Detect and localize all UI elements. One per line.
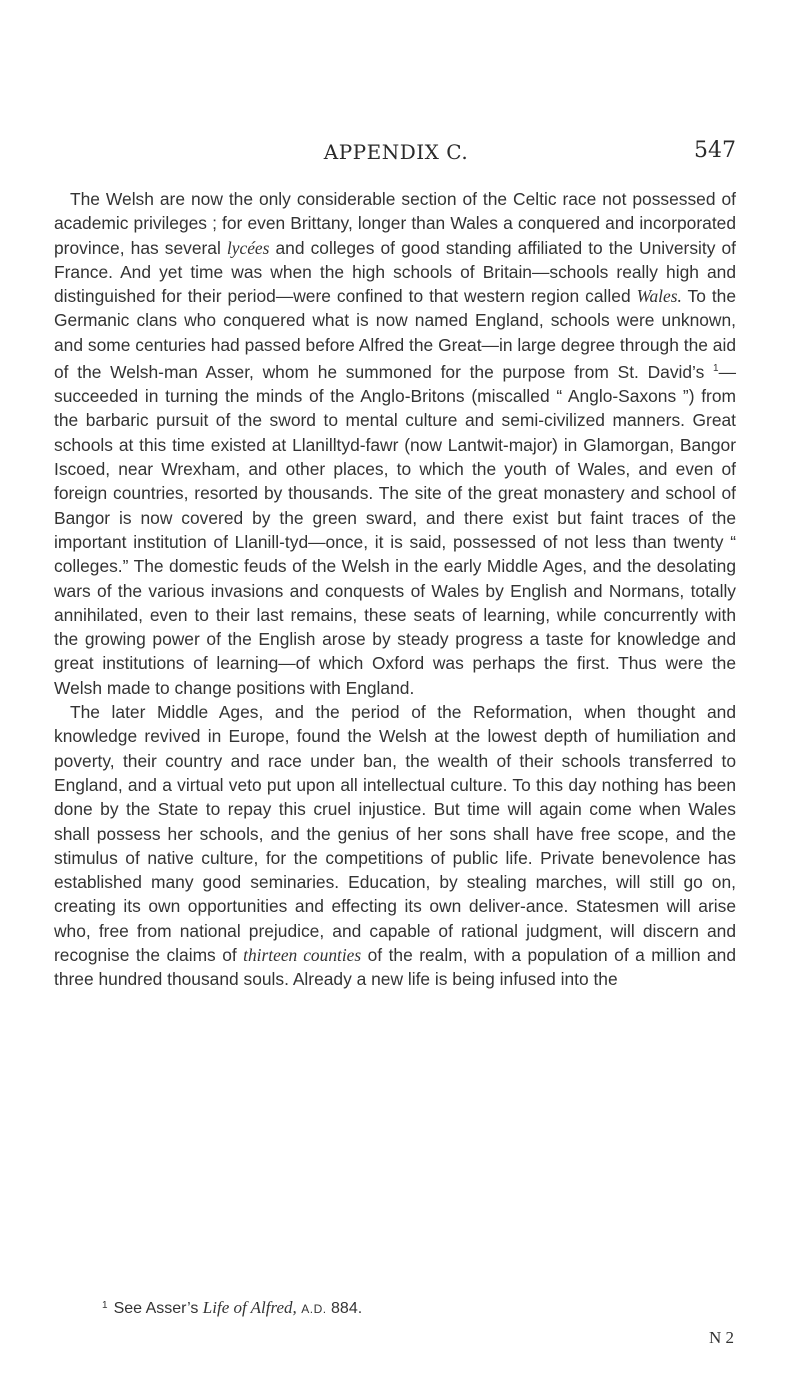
- footnote-prefix: See Asser’s: [113, 1300, 203, 1317]
- text-segment: of the realm, with a population of a million and three hundred thousand souls. Already a new life is being infused into the: [54, 945, 736, 990]
- italic-text: Wales.: [636, 286, 682, 307]
- running-title: APPENDIX C.: [323, 140, 469, 164]
- paragraph: [54, 700, 736, 992]
- italic-text: thirteen counties: [243, 945, 362, 965]
- italic-text: lycées: [226, 237, 270, 258]
- text-segment: — succeeded in turning the minds of the Anglo-Britons (miscalled “ Anglo-Saxons ”) from the barbaric pursuit of the sword to mental culture and semi-civilized manners. Great schools at this time existed at Llanilltyd-fawr (now Lantwit-major) in Glamorgan, Bangor Iscoed, near Wrexham, and other places, to which the youth of Wales, and even of foreign countries, resorted by thousands. The site of the great monastery and school of Bangor is now covered by the green sward, and there exist but faint traces of the important institution of Llanill-tyd—once, it is said, possessed of not less than twenty “ colleges.” The domestic feuds of the Welsh in the early Middle Ages, and the desolating wars of the various invasions and conquests of Wales by English and Normans, totally annihilated, even to their last remains, these seats of learning, while concurrently with the growing power of the English arose by steady progress a taste for knowledge and great institutions of learning—of which Oxford was perhaps the first. Thus were the Welsh made to change positions with England.: [54, 361, 736, 698]
- text-segment: The later Middle Ages, and the period of the Reformation, when thought and knowledge revived in Europe, found the Welsh at the lowest depth of humiliation and poverty, their country and race under ban, the wealth of their schools transferred to England, and a virtual veto put upon all intellectual culture. To this day nothing has been done by the State to repay this cruel injustice. But time will again come when Wales shall possess her schools, and the genius of her sons shall have free scope, and the stimulus of native culture, for the competitions of public life. Private benevolence has established many good seminaries. Education, by stealing marches, will still go on, creating its own opportunities and effecting its own deliver-ance. Statesmen will arise who, free from national prejudice, and capable of rational judgment, will discern and recognise the claims of: [54, 702, 736, 965]
- text-segment: To the Germanic clans who conquered what is now named England, schools were unknown, and some centuries had passed before Alfred the Great—in large degree through the aid of the Welsh-man Asser, whom he summoned for the purpose from St. David’s: [54, 286, 737, 382]
- running-header: [56, 138, 736, 168]
- footnote-mark: 1: [102, 1300, 108, 1311]
- footnote-title: Life of Alfred,: [202, 1298, 297, 1317]
- footnote-year: 884.: [326, 1300, 363, 1317]
- footnote-reference: 1: [713, 363, 719, 375]
- signature-mark: N 2: [708, 1328, 734, 1347]
- paragraph: [54, 187, 736, 700]
- text-segment: and colleges of good standing affiliated to the University of France. And yet time was when the high schools of Britain—schools really high and distinguished for their period—were confined to that western region called: [54, 237, 736, 307]
- text-segment: The Welsh are now the only considerable section of the Celtic race not possessed of academic privileges ; for even Brittany, longer than Wales a conquered and incorporated province, has several: [54, 189, 736, 258]
- footnote-era: A.D.: [301, 1302, 327, 1316]
- body-text: [54, 187, 736, 992]
- footnote: [102, 1298, 362, 1318]
- page-number: 547: [694, 138, 736, 163]
